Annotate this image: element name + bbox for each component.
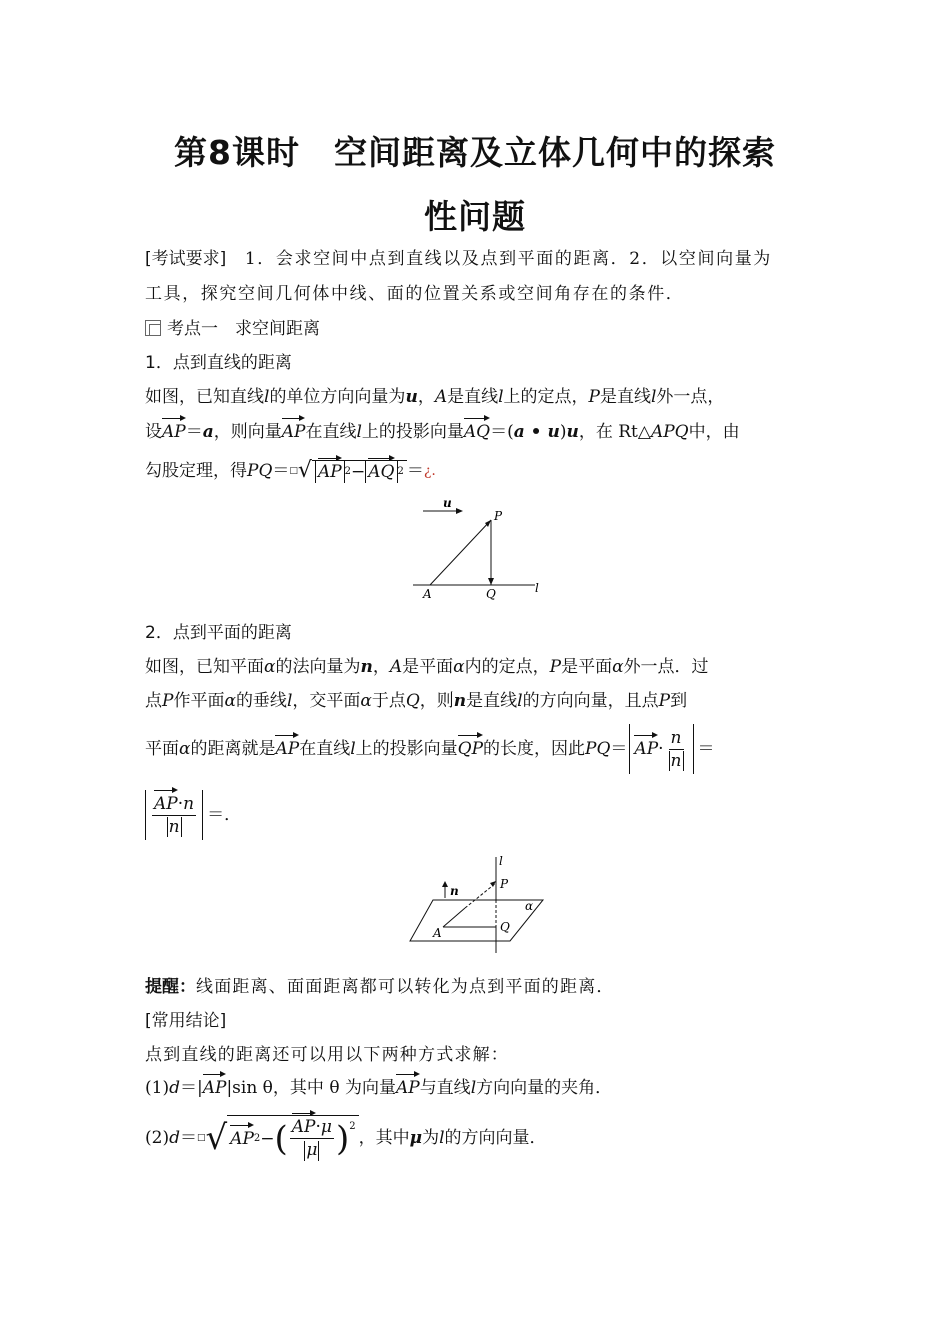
text: 设 xyxy=(145,422,162,442)
text: 的方向向量，且点 xyxy=(522,691,659,711)
sym-l: l xyxy=(498,387,504,407)
text: 中，由 xyxy=(688,422,740,442)
abs-AP-dot-n-over-n xyxy=(629,724,693,774)
section-box-icon xyxy=(145,320,161,336)
section-heading xyxy=(145,318,320,340)
text: 的垂线 xyxy=(235,691,287,711)
sym-n: n xyxy=(168,816,180,837)
text: sin θ，其中 θ 为向量 xyxy=(232,1078,396,1098)
sym-alpha: α xyxy=(453,657,465,677)
sym-P: P xyxy=(658,691,671,711)
text: (2) xyxy=(145,1128,170,1148)
sym-l: l xyxy=(650,387,657,407)
sym-n: n xyxy=(453,691,467,711)
text: ，则向量 xyxy=(213,422,282,442)
section-heading-text: 考点一 求空间距离 xyxy=(167,319,320,339)
sym-PQ: PQ xyxy=(247,461,273,481)
text: ＝ xyxy=(185,422,203,442)
vec-AQ: AQ xyxy=(463,422,491,442)
minus: − xyxy=(351,461,366,482)
equals: ＝ xyxy=(179,1128,197,1148)
sym-u: u xyxy=(566,422,579,442)
text: 的法向量为 xyxy=(275,657,361,677)
sym-n: n xyxy=(183,793,195,814)
label-l: l xyxy=(535,581,539,595)
text: 点 xyxy=(145,691,162,711)
dot: · xyxy=(177,793,184,814)
text: ) xyxy=(559,422,567,442)
tip-text: 线面距离、面面距离都可以转化为点到平面的距离． xyxy=(196,977,615,997)
vec-AQ: AQ xyxy=(368,461,395,482)
label-l: l xyxy=(499,854,503,868)
figure-point-to-line xyxy=(405,498,555,602)
sym-d: d xyxy=(169,1128,180,1148)
sym-a: a xyxy=(202,422,214,442)
text: 外一点， xyxy=(656,387,725,407)
sym-PQ: PQ xyxy=(585,739,611,759)
requirements-line2: 工具，探究空间几何体中线、面的位置关系或空间角存在的条件． xyxy=(145,284,685,304)
sym-mu: μ xyxy=(409,1128,423,1148)
para-point-plane-4 xyxy=(145,788,241,842)
text: 在直线 xyxy=(305,422,357,442)
sym-l: l xyxy=(264,387,270,407)
sym-a-dot-u: a • u xyxy=(513,422,560,442)
vec-AP: AP xyxy=(281,422,306,442)
sym-Q: Q xyxy=(405,691,420,711)
segment-AP-lower xyxy=(443,908,465,927)
radicand-2: AP 2 − ( $\frac{AP\cdot\mu}{\mu}$ ) $^2$ xyxy=(227,1115,358,1161)
text: 上的投影向量 xyxy=(355,739,458,759)
text: 的距离就是 xyxy=(190,739,276,759)
equals: ＝ xyxy=(179,1078,197,1098)
text: 如图，已知直线 xyxy=(145,387,264,407)
sym-APQ: APQ xyxy=(650,422,689,442)
sym-d: d xyxy=(169,1078,180,1098)
segment-AP xyxy=(430,520,491,585)
text: 是平面 xyxy=(561,657,613,677)
arrowhead-u xyxy=(456,508,463,514)
conclusions-intro: 点到直线的距离还可以用以下两种方式求解： xyxy=(145,1045,509,1065)
minus: − xyxy=(260,1128,275,1149)
label-A: A xyxy=(433,926,442,940)
label-u: u xyxy=(443,498,452,510)
box-glyph: □ xyxy=(196,1133,206,1143)
sym-P: P xyxy=(162,691,174,711)
sym-n: n xyxy=(360,657,373,677)
text: ＝ xyxy=(272,461,290,481)
sym-l: l xyxy=(350,739,356,759)
sym-l: l xyxy=(517,691,523,711)
text: (1) xyxy=(145,1078,170,1098)
sqrt-expression xyxy=(289,460,406,483)
sym-l: l xyxy=(470,1078,477,1098)
abs-AQ xyxy=(365,461,397,483)
page-title-line1: 第8课时 空间距离及立体几何中的探索 xyxy=(174,133,776,172)
text: ＝( xyxy=(490,422,514,442)
arrowhead-n xyxy=(442,881,448,887)
vec-AP: AP xyxy=(395,1078,420,1098)
sym-alpha: α xyxy=(612,657,624,677)
segment-AP-upper xyxy=(465,883,496,908)
subheading-point-line: 1．点到直线的距离 xyxy=(145,353,292,373)
text: ，在 Rt△ xyxy=(578,422,651,442)
vec-AP: AP xyxy=(154,793,178,814)
sym-n: n xyxy=(670,750,682,771)
text: 的方向向量． xyxy=(444,1128,547,1148)
sym-u: u xyxy=(405,387,418,407)
abs-fraction-AP-n xyxy=(145,790,203,840)
sym-mu: μ xyxy=(306,1140,318,1160)
text: ＝ xyxy=(610,739,628,759)
sqrt-expression-2 xyxy=(197,1115,359,1161)
subheading-point-plane: 2．点到平面的距离 xyxy=(145,623,292,643)
sym-mu: μ xyxy=(320,1117,332,1137)
sym-alpha: α xyxy=(179,739,191,759)
para-point-line-2 xyxy=(145,421,740,443)
text: ＝ xyxy=(406,461,424,481)
dot: · xyxy=(658,739,664,759)
text: ， xyxy=(417,387,435,407)
text: 上的定点， xyxy=(503,387,589,407)
label-n: n xyxy=(450,884,459,898)
text: 内的定点， xyxy=(464,657,550,677)
text: 外一点．过 xyxy=(623,657,709,677)
exp-2: 2 xyxy=(349,1121,356,1132)
label-Q: Q xyxy=(486,587,496,601)
para-point-plane-1 xyxy=(145,656,709,678)
sym-n: n xyxy=(670,727,682,748)
vec-AP: AP xyxy=(162,422,186,442)
tip-label: 提醒： xyxy=(145,977,196,997)
tip-line xyxy=(145,976,615,998)
text: ，则 xyxy=(419,691,454,711)
text: 方向向量的夹角． xyxy=(476,1078,613,1098)
arrowhead-PQ xyxy=(488,578,494,585)
sym-P: P xyxy=(588,387,600,407)
text: 是直线 xyxy=(447,387,499,407)
exp-2: 2 xyxy=(253,1132,261,1144)
fraction-AP-n xyxy=(152,793,196,838)
sym-l: l xyxy=(356,422,362,442)
dot: · xyxy=(315,1117,321,1137)
fraction-n xyxy=(666,727,687,772)
text: 于点 xyxy=(371,691,406,711)
label-Q: Q xyxy=(500,920,510,934)
text: 到 xyxy=(670,691,688,711)
text: 与直线 xyxy=(419,1078,471,1098)
para-point-plane-2 xyxy=(145,690,687,712)
plane-alpha xyxy=(410,900,543,941)
page-title-line2: 性问题 xyxy=(424,197,526,236)
conclusions-label: [常用结论] xyxy=(145,1011,227,1031)
sym-l: l xyxy=(439,1128,445,1148)
text: ， xyxy=(372,657,390,677)
figure-point-to-plane xyxy=(405,853,550,963)
requirements-label: [考试要求] xyxy=(145,249,227,269)
radicand xyxy=(312,460,407,483)
fraction-AP-mu xyxy=(290,1116,334,1161)
sym-P: P xyxy=(549,657,562,677)
red-glyph: ¿. xyxy=(423,463,436,479)
vec-AP: AP xyxy=(317,461,342,482)
label-alpha: α xyxy=(525,899,534,913)
sym-alpha: α xyxy=(360,691,372,711)
vec-AP: AP xyxy=(634,739,659,759)
sym-alpha: α xyxy=(224,691,236,711)
text: 为 xyxy=(422,1128,440,1148)
text: 的单位方向向量为 xyxy=(269,387,406,407)
sqrt-icon: √ xyxy=(297,458,312,483)
text: 的长度，因此 xyxy=(483,739,586,759)
text: ，交平面 xyxy=(292,691,361,711)
text: 在直线 xyxy=(299,739,351,759)
exp-2: 2 xyxy=(397,465,404,477)
sym-A: A xyxy=(434,387,448,407)
label-A: A xyxy=(423,587,432,601)
sym-l: l xyxy=(286,691,293,711)
text: 作平面 xyxy=(173,691,225,711)
exp-2: 2 xyxy=(344,465,352,477)
label-P: P xyxy=(494,509,503,523)
conclusion-1: (1)d＝|AP|sin θ，其中 θ 为向量AP与直线l方向向量的夹角． xyxy=(145,1078,613,1098)
sqrt-icon: √ xyxy=(205,1118,228,1158)
box-glyph: □ xyxy=(289,466,298,476)
para-point-plane-3 xyxy=(145,722,715,776)
conclusion-2 xyxy=(145,1108,547,1168)
text: ＝． xyxy=(207,805,242,825)
equals: ＝ xyxy=(697,739,715,759)
para-point-line-3 xyxy=(145,456,436,486)
requirements-line1 xyxy=(145,248,772,270)
text: 如图，已知平面 xyxy=(145,657,264,677)
vec-AP: AP xyxy=(275,739,300,759)
text: 是直线 xyxy=(466,691,518,711)
para-point-line-1 xyxy=(145,386,724,408)
text: 是直线 xyxy=(599,387,651,407)
requirements-text1: 1．会求空间中点到直线以及点到平面的距离．2．以空间向量为 xyxy=(226,249,772,269)
sym-A: A xyxy=(389,657,403,677)
vec-QP: QP xyxy=(457,739,484,759)
text: 是平面 xyxy=(402,657,454,677)
text: 平面 xyxy=(145,739,179,759)
text: 上的投影向量 xyxy=(361,422,464,442)
sym-alpha: α xyxy=(264,657,276,677)
abs-AP xyxy=(315,461,345,483)
vec-AP: AP xyxy=(230,1128,254,1149)
vec-AP: AP xyxy=(202,1078,227,1098)
vec-AP: AP xyxy=(291,1117,316,1137)
text: 勾股定理，得 xyxy=(145,461,247,481)
label-P: P xyxy=(500,877,509,891)
arrowhead-AP xyxy=(490,881,496,887)
text: ，其中 xyxy=(358,1128,410,1148)
